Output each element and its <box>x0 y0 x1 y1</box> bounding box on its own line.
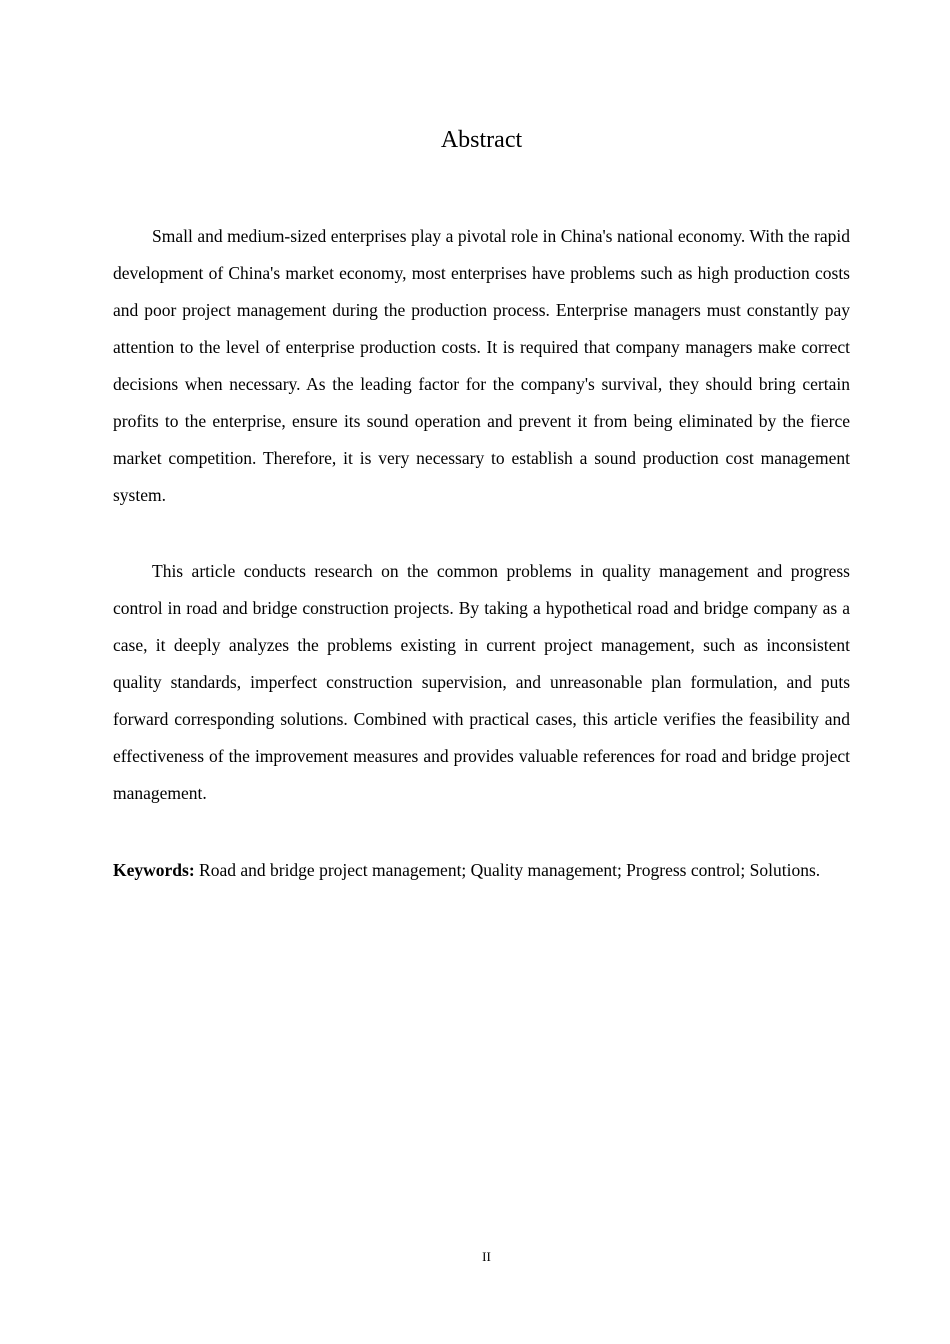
page-title: Abstract <box>440 127 523 153</box>
keywords-line <box>113 853 850 888</box>
keywords-label: Keywords: <box>113 860 195 880</box>
abstract-paragraph-2: This article conducts research on the common problems in quality management and progress control in road and bridge construction projects. By taking a hypothetical road and bridge company as a case, it deeply analyzes the problems existing in current project management, such as inconsistent quality standards, imperfect construction supervision, and unreasonable plan formulation, and puts forward corresponding solutions. Combined with practical cases, this article verifies the feasibility and effectiveness of the improvement measures and provides valuable references for road and bridge project management. <box>113 561 850 803</box>
page-number: II <box>482 1249 491 1264</box>
abstract-paragraph-1: Small and medium-sized enterprises play a pivotal role in China's national economy. With the rapid development of China's market economy, most enterprises have problems such as high production costs and poor project management during the production process. Enterprise managers must constantly pay attention to the level of enterprise production costs. It is required that company managers make correct decisions when necessary. As the leading factor for the company's survival, they should bring certain profits to the enterprise, ensure its sound operation and prevent it from being eliminated by the fierce market competition. Therefore, it is very necessary to establish a sound production cost management system. <box>113 226 850 505</box>
keywords-text: Road and bridge project management; Quality management; Progress control; Solutions. <box>194 860 821 880</box>
